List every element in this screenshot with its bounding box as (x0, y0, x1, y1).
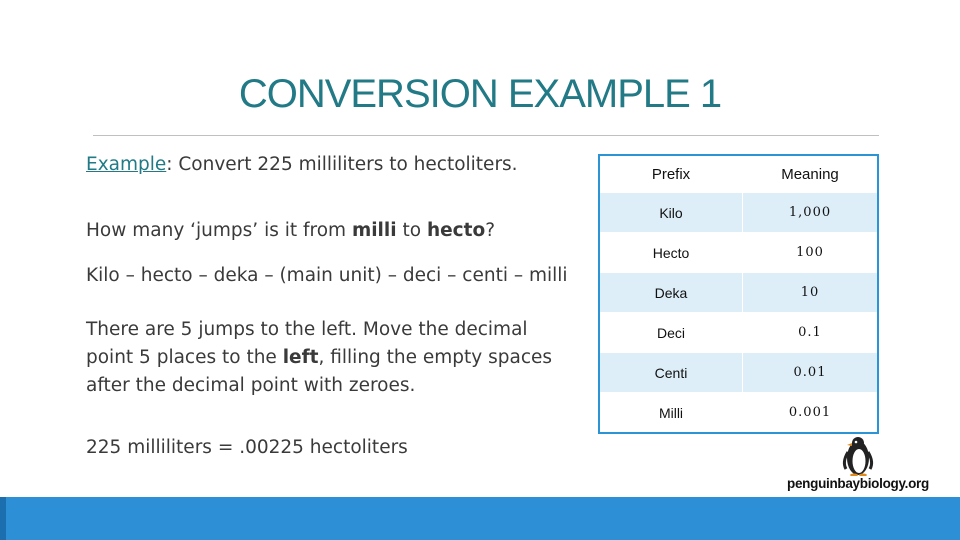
prefix-cell: Centi (599, 353, 743, 393)
site-logo (770, 436, 946, 496)
question-hecto: hecto (426, 220, 486, 241)
prefix-cell: Deci (599, 313, 743, 353)
logo-text: penguinbaybiology.org (787, 476, 929, 491)
explanation-bold: left (282, 347, 319, 368)
answer-line: 225 milliliters = .00225 hectoliters (86, 437, 408, 458)
prefix-sequence: Kilo – hecto – deka – (main unit) – deci – centi – milli (86, 265, 568, 286)
prefix-cell: Milli (599, 393, 743, 434)
question-milli: milli (351, 220, 397, 241)
table-header-row (599, 155, 878, 193)
explanation-pre: There are 5 jumps to the left. Move the decimal point 5 places to the (86, 319, 528, 368)
question-mid: to (396, 220, 427, 241)
meaning-cell: 10 (743, 273, 879, 313)
header-prefix: Prefix (599, 155, 743, 193)
example-line (86, 151, 576, 179)
table-row (599, 233, 878, 273)
table-row (599, 193, 878, 233)
prefix-cell: Deka (599, 273, 743, 313)
slide-title: CONVERSION EXAMPLE 1 (238, 72, 722, 116)
penguin-icon (770, 436, 946, 476)
prefix-table (598, 154, 879, 434)
title-divider (93, 135, 879, 136)
example-text: : Convert 225 milliliters to hectoliters. (166, 154, 518, 175)
meaning-cell: 0.001 (743, 393, 879, 434)
explanation (86, 316, 576, 400)
footer-bar (0, 497, 960, 540)
meaning-cell: 0.01 (743, 353, 879, 393)
body-text (86, 151, 576, 462)
table-row (599, 393, 878, 434)
meaning-cell: 1,000 (743, 193, 879, 233)
prefix-cell: Hecto (599, 233, 743, 273)
table-row (599, 313, 878, 353)
table-row (599, 273, 878, 313)
table-row (599, 353, 878, 393)
explanation-post: , filling the empty spaces after the decimal point with zeroes. (86, 347, 553, 396)
footer-accent (0, 497, 6, 540)
example-label: Example (86, 154, 167, 175)
header-meaning: Meaning (743, 155, 879, 193)
question-post: ? (485, 220, 496, 241)
meaning-cell: 100 (743, 233, 879, 273)
prefix-cell: Kilo (599, 193, 743, 233)
question-line (86, 217, 576, 245)
question-pre: How many ‘jumps’ is it from (86, 220, 352, 241)
meaning-cell: 0.1 (743, 313, 879, 353)
